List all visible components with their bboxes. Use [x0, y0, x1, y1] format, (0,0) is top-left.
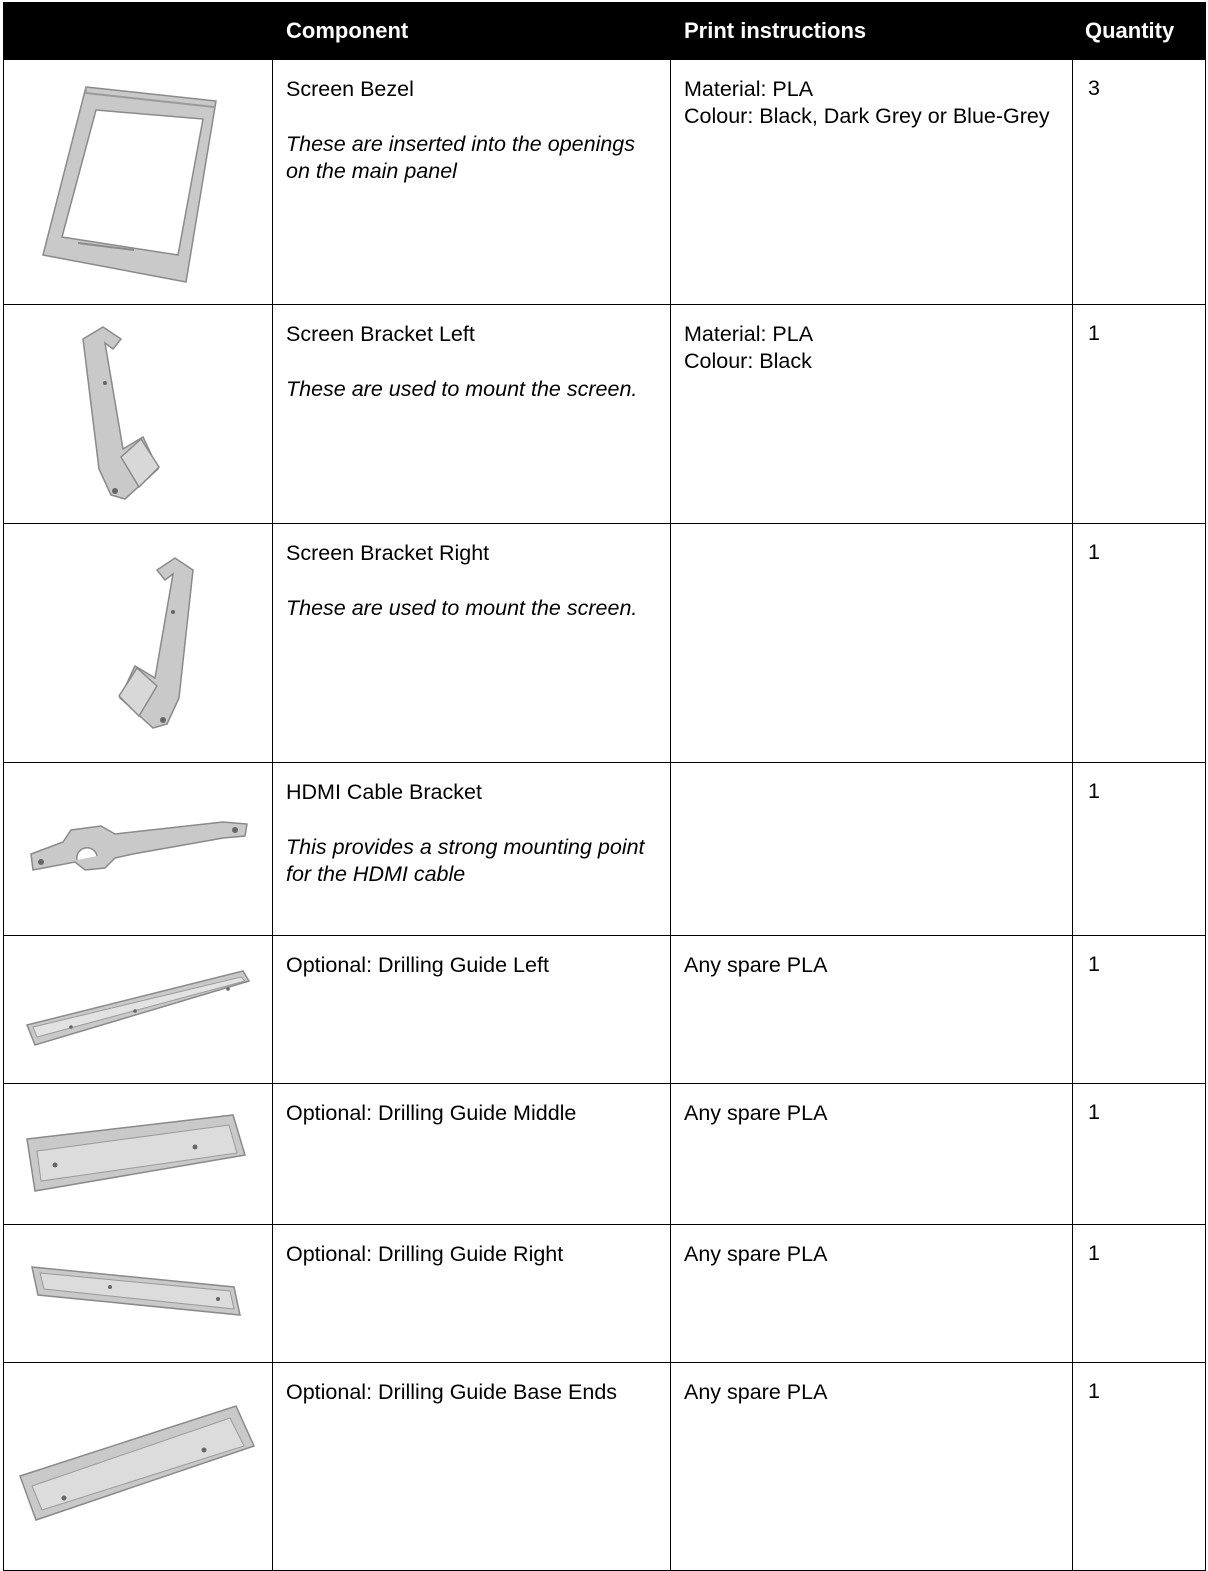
print-instructions-cell: [671, 305, 1073, 524]
screen-bracket-left-icon: [63, 319, 213, 509]
print-instructions-cell: [671, 1084, 1073, 1225]
print-line: Material: PLA: [684, 77, 814, 101]
part-image-cell: [4, 1084, 273, 1225]
component-cell: [273, 305, 671, 524]
header-quantity: Quantity: [1073, 3, 1206, 60]
screen-bezel-icon: [38, 77, 238, 287]
table-row: [4, 1084, 1206, 1225]
drilling-guide-right-icon: [28, 1259, 248, 1329]
component-name: Screen Bracket Left: [286, 322, 475, 346]
header-image-cell: [4, 3, 273, 60]
print-instructions-cell: [671, 763, 1073, 936]
component-name: Optional: Drilling Guide Left: [286, 953, 549, 977]
print-line: Material: PLA: [684, 322, 814, 346]
component-cell: [273, 1225, 671, 1363]
print-line: Any spare PLA: [684, 1101, 828, 1125]
part-image-cell: [4, 305, 273, 524]
print-instructions-cell: [671, 1363, 1073, 1571]
header-row: [4, 3, 1206, 60]
print-line: Any spare PLA: [684, 953, 828, 977]
component-cell: [273, 1084, 671, 1225]
component-name: HDMI Cable Bracket: [286, 780, 482, 804]
table-row: [4, 60, 1206, 305]
part-image-cell: [4, 1363, 273, 1571]
drilling-guide-base-ends-icon: [18, 1402, 258, 1532]
component-description: These are used to mount the screen.: [286, 596, 638, 620]
component-name: Optional: Drilling Guide Middle: [286, 1101, 577, 1125]
print-instructions-cell: [671, 1225, 1073, 1363]
component-name: Screen Bracket Right: [286, 541, 490, 565]
part-image-cell: [4, 763, 273, 936]
print-line: Colour: Black: [684, 349, 812, 373]
table-row: [4, 763, 1206, 936]
table-row: [4, 524, 1206, 763]
print-line: Any spare PLA: [684, 1242, 828, 1266]
quantity-cell: 1: [1073, 1084, 1206, 1225]
table-row: [4, 936, 1206, 1084]
quantity-cell: 1: [1073, 305, 1206, 524]
quantity-cell: 1: [1073, 1225, 1206, 1363]
component-cell: [273, 936, 671, 1084]
quantity-cell: 1: [1073, 936, 1206, 1084]
drilling-guide-middle-icon: [23, 1109, 253, 1199]
part-image-cell: [4, 936, 273, 1084]
component-cell: [273, 60, 671, 305]
quantity-cell: 3: [1073, 60, 1206, 305]
part-image-cell: [4, 524, 273, 763]
quantity-cell: 1: [1073, 1363, 1206, 1571]
print-instructions-cell: [671, 60, 1073, 305]
header-component: Component: [273, 3, 671, 60]
components-table: [3, 2, 1206, 1571]
component-cell: [273, 1363, 671, 1571]
component-name: Optional: Drilling Guide Right: [286, 1242, 564, 1266]
header-print-instructions: Print instructions: [671, 3, 1073, 60]
table-row: [4, 1225, 1206, 1363]
component-cell: [273, 763, 671, 936]
component-name: Optional: Drilling Guide Base Ends: [286, 1380, 618, 1404]
component-description: These are inserted into the openings on the main panel: [286, 132, 636, 183]
component-cell: [273, 524, 671, 763]
print-instructions-cell: [671, 524, 1073, 763]
quantity-cell: 1: [1073, 524, 1206, 763]
component-description: This provides a strong mounting point for the HDMI cable: [286, 835, 645, 886]
table-row: [4, 305, 1206, 524]
table-row: [4, 1363, 1206, 1571]
quantity-cell: 1: [1073, 763, 1206, 936]
print-line: Any spare PLA: [684, 1380, 828, 1404]
component-name: Screen Bezel: [286, 77, 414, 101]
print-instructions-cell: [671, 936, 1073, 1084]
drilling-guide-left-icon: [23, 965, 253, 1055]
hdmi-cable-bracket-icon: [23, 814, 253, 884]
part-image-cell: [4, 60, 273, 305]
print-line: Colour: Black, Dark Grey or Blue-Grey: [684, 104, 1050, 128]
screen-bracket-right-icon: [63, 548, 213, 738]
component-description: These are used to mount the screen.: [286, 377, 638, 401]
part-image-cell: [4, 1225, 273, 1363]
